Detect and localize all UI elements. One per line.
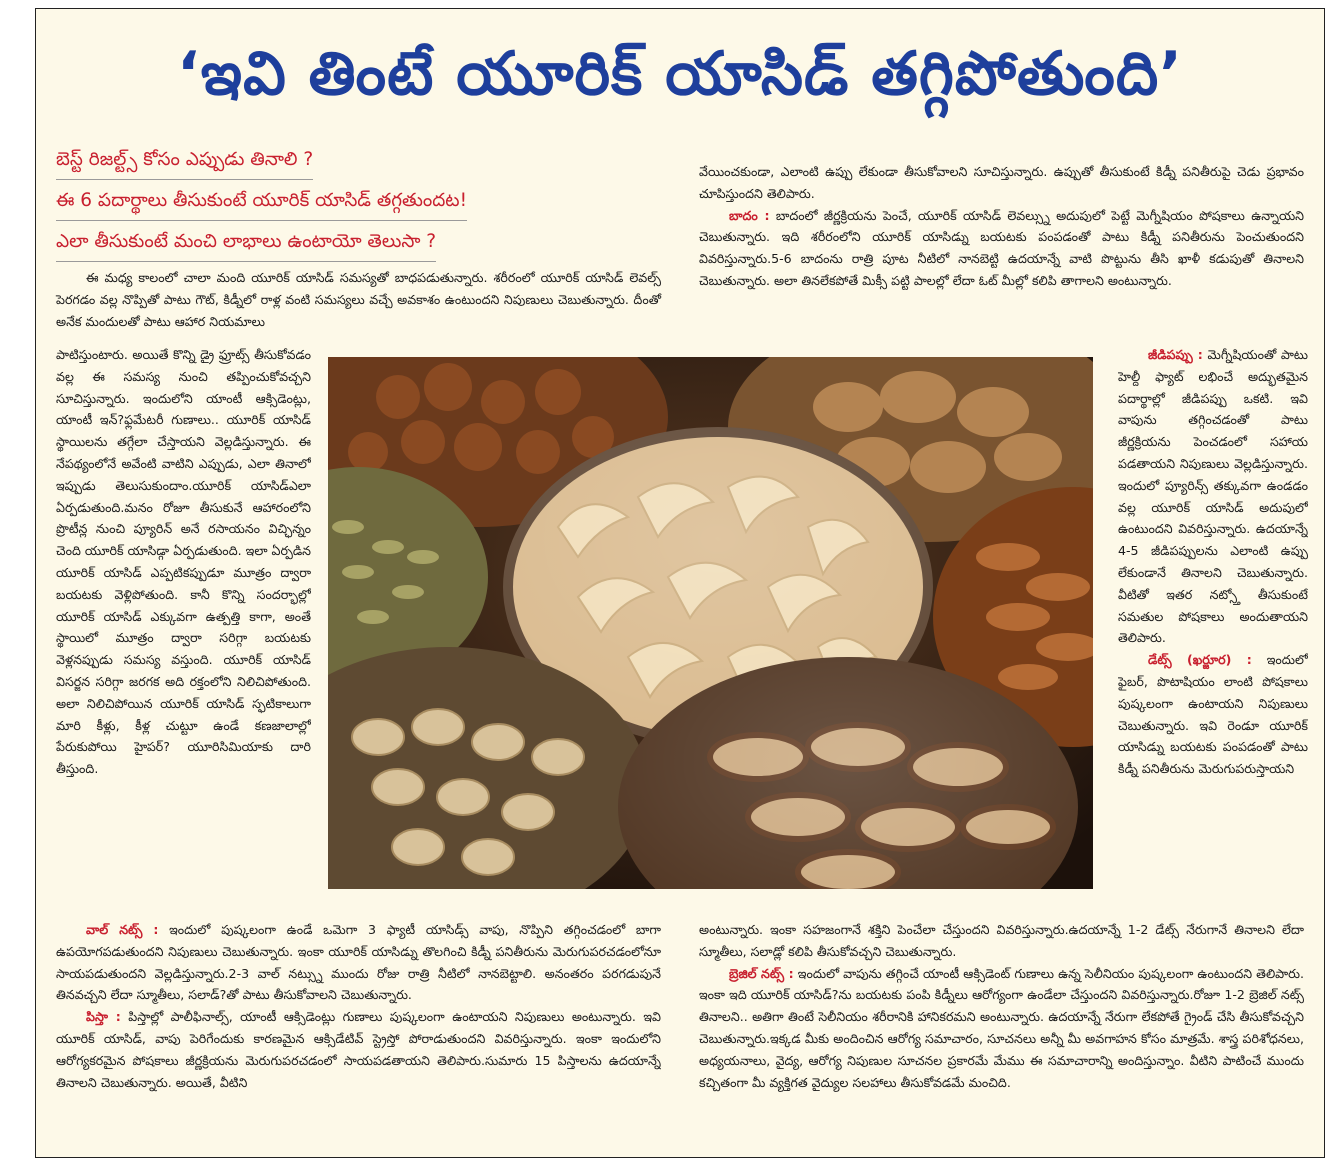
dates-text: ఇందులో ఫైబర్, పొటాషియం లాంటి పోషకాలు పుష్కలంగా ఉంటాయని నిపుణులు చెబుతున్నారు. ఇవి రెండూ యూరిక్ యాసిడ్ను బయటకు పంపడంతో పాటు కిడ్నీ పనితీరును మెరుగుపరుస్తాయని bbox=[1118, 652, 1308, 777]
uric-acid-explanation: పాటిస్తుంటారు. అయితే కొన్ని డ్రై ఫ్రూట్స్ తీసుకోవడం వల్ల ఈ సమస్య నుంచి తప్పించుకోవచ్చని సూచిస్తున్నారు. ఇందులోని యాంటీ ఆక్సిడెంట్లు, యాంటీ ఇన్?ఫ్లమేటరీ గుణాలు.. యూరిక్ యాసిడ్ స్థాయిలను తగ్గేలా చేస్తాయని వెల్లడిస్తున్నారు. ఈ నేపథ్యంలోనే అవేంటి వాటిని ఎప్పుడు, ఎలా తినాలో ఇప్పుడు తెలుసుకుందాం.యూరిక్ యాసిడ్ఎలా ఏర్పడుతుంది.మనం రోజూ తీసుకునే ఆహారంలోని ప్రొటీన్ల నుంచి ప్యూరిన్ అనే రసాయనం విచ్ఛిన్నం చెంది యూరిక్ యాసిడ్గా ఏర్పడుతుంది. ఇలా ఏర్పడిన యూరిక్ యాసిడ్ ఎప్పటికప్పుడూ మూత్రం ద్వారా బయటకు వెళ్లిపోతుంది. కానీ కొన్ని సందర్భాల్లో యూరిక్ యాసిడ్ ఎక్కువగా ఉత్పత్తి కాగా, అంతే స్థాయిలో మూత్రం ద్వారా సరిగ్గా బయటకు వెళ్లనప్పుడు సమస్య వస్తుంది. యూరిక్ యాసిడ్ విసర్జన సరిగ్గా జరగక అది రక్తంలోని నిలిచిపోతుంది. అలా నిలిచిపోయిన యూరిక్ యాసిడ్ స్ఫటికాలుగా మారి కీళ్లు, కీళ్ల చుట్టూ ఉండే కణజాలాల్లో పేరుకుపోయి హైపర్? యూరిసిమియాకు దారి తీస్తుంది. bbox=[56, 347, 311, 777]
dates-heading: డేట్స్ (ఖర్జూర) : bbox=[1148, 652, 1252, 668]
subheading-3: ఎలా తీసుకుంటే మంచి లాభాలు ఉంటాయో తెలుసా ? bbox=[56, 231, 436, 262]
left-narrow-column bbox=[56, 344, 311, 914]
intro-text: ఈ మధ్య కాలంలో చాలా మంది యూరిక్ యాసిడ్ సమస్యతో బాధపడుతున్నారు. శరీరంలో యూరిక్ యాసిడ్ లెవల్స్ పెరగడం వల్ల నొప్పితో పాటు గౌట్, కిడ్నీలో రాళ్ల వంటి సమస్యలు వచ్చే అవకాశం ఉంటుందని నిపుణులు చెబుతున్నారు. దీంతో అనేక మందులతో పాటు ఆహార నియమాలు bbox=[56, 270, 661, 329]
right-top-column bbox=[699, 161, 1304, 347]
dates-continued: అంటున్నారు. ఇంకా సహజంగానే శక్తిని పెంచేలా చేస్తుందని వివరిస్తున్నారు.ఉదయాన్నే 1-2 డేట్స్ నేరుగానే తినాలని లేదా స్మూతీలు, సలాడ్లో కలిపి తీసుకోవచ్చని చెబుతున్నారు. bbox=[699, 922, 1304, 959]
walnut-text: ఇందులో పుష్కలంగా ఉండే ఒమెగా 3 ఫ్యాటీ యాసిడ్స్ వాపు, నొప్పిని తగ్గించడంలో బాగా ఉపయోగపడుతుందని నిపుణులు చెబుతున్నారు. ఇంకా యూరిక్ యాసిడ్ను తొలగించి కిడ్నీ పనితీరును మెరుగుపరచడంలోనూ సాయపడుతుందని వెల్లడిస్తున్నారు.2-3 వాల్ నట్స్ను ముందు రోజు రాత్రి నీటిలో నానబెట్టాలి. అనంతరం పరగడుపునే తినవచ్చని లేదా స్మూతీలు, సలాడ్?తో పాటు తీసుకోవాలని చెబుతున్నారు. bbox=[56, 922, 661, 1003]
right-bottom-column bbox=[699, 919, 1304, 1157]
walnut-heading: వాల్ నట్స్ : bbox=[86, 922, 159, 937]
newspaper-clipping bbox=[35, 8, 1325, 1158]
brazil-text: ఇందులో వాపును తగ్గించే యాంటీ ఆక్సిడెంట్ గుణాలు ఉన్న సెలీనియం పుష్కలంగా ఉంటుందని తెలిపారు. ఇంకా ఇది యూరిక్ యాసిడ్?ను బయటకు పంపి కిడ్నీలు ఆరోగ్యంగా ఉండేలా చేస్తుందని వివరిస్తున్నారు.రోజూ 1-2 బ్రెజిల్ నట్స్ తినాలని.. అతిగా తింటే సెలీనియం శరీరానికి హానికరమని అంటున్నారు. ఉదయాన్నే నేరుగా లేకపోతే గ్రైండ్ చేసి తీసుకోవచ్చని చెబుతున్నారు.ఇక్కడ మీకు అందించిన ఆరోగ్య సమాచారం, సూచనలు అన్నీ మీ అవగాహన కోసం మాత్రమే. శాస్త్ర పరిశోధనలు, అధ్యయనాలు, వైద్య, ఆరోగ్య నిపుణుల సూచనల ప్రకారమే మేము ఈ సమాచారాన్ని అందిస్తున్నాం. వీటిని పాటించే ముందు కచ్చితంగా మీ వ్యక్తిగత వైద్యుల సలహాలు తీసుకోవడమే మంచిది. bbox=[699, 965, 1304, 1090]
headline: ‘ఇవి తింటే యూరిక్ యాసిడ్ తగ్గిపోతుంది’ bbox=[177, 39, 1183, 109]
left-bottom-column bbox=[56, 919, 661, 1157]
brazil-heading: బ్రెజిల్ నట్స్ : bbox=[729, 965, 794, 981]
right-narrow-column bbox=[1118, 344, 1308, 914]
jeedi-heading: జీడిపప్పు : bbox=[1148, 347, 1203, 362]
intro-paragraph bbox=[56, 267, 661, 332]
badam-heading: బాదం : bbox=[729, 207, 770, 223]
badam-text: బాదంలో జీర్ణక్రియను పెంచే, యూరిక్ యాసిడ్ లెవల్స్ను అదుపులో పెట్టే మెగ్నీషియం పోషకాలు ఉన్నాయని చెబుతున్నారు. ఇది శరీరంలోని యూరిక్ యాసిడ్ను బయటకు పంపడంతో పాటు కిడ్నీ పనితీరును పెంచుతుందని వివరిస్తున్నారు.5-6 బాదంను రాత్రి పూట నీటిలో నానబెట్టి ఉదయాన్నే వాటి పొట్టును తీసి ఖాళీ కడుపుతో తినాలని చెబుతున్నారు. అలా తినలేకపోతే మిక్సీ పట్టి పాలల్లో లేదా ఓట్ మీల్లో కలిపి తాగాలని అంటున్నారు. bbox=[699, 207, 1304, 288]
nuts-photo bbox=[328, 357, 1093, 889]
subheading-1: బెస్ట్ రిజల్ట్స్ కోసం ఎప్పుడు తినాలి ? bbox=[56, 149, 313, 180]
pista-text: పిస్తాల్లో పాలీఫినాల్స్, యాంటీ ఆక్సిడెంట్లు గుణాలు పుష్కలంగా ఉంటాయని నిపుణులు అంటున్నారు. ఇవి యూరిక్ యాసిడ్, వాపు పెరిగేందుకు కారణమైన ఆక్సిడేటివ్ స్ట్రెస్తో పోరాడుతుందని వివరిస్తున్నారు. ఇంకా ఇందులోని ఆరోగ్యకరమైన పోషకాలు జీర్ణక్రియను మెరుగుపరచడంలో సాయపడతాయని తెలిపారు.సుమారు 15 పిస్తాలను ఉదయాన్నే తినాలని చెబుతున్నారు. అయితే, వీటిని bbox=[56, 1009, 661, 1090]
pista-heading: పిస్తా : bbox=[86, 1009, 121, 1025]
subheading-2: ఈ 6 పదార్థాలు తీసుకుంటే యూరిక్ యాసిడ్ తగ్గతుందట! bbox=[56, 190, 467, 221]
salt-note: వేయించకుండా, ఎలాంటి ఉప్పు లేకుండా తీసుకోవాలని సూచిస్తున్నారు. ఉప్పుతో తీసుకుంటే కిడ్నీ పనితీరుపై చెడు ప్రభావం చూపిస్తుందని తెలిపారు. bbox=[699, 164, 1304, 201]
nuts-photo-illustration bbox=[328, 357, 1093, 889]
jeedi-text: మెగ్నీషియంతో పాటు హెల్దీ ఫ్యాట్ లభించే అద్భుతమైన పదార్థాల్లో జీడిపప్పు ఒకటి. ఇవి వాపును తగ్గించడంతో పాటు జీర్ణక్రియను పెంచడంలో సహాయ పడతాయని నిపుణులు వెల్లడిస్తున్నారు. ఇందులో ప్యూరిన్స్ తక్కువగా ఉండడం వల్ల యూరిక్ యాసిడ్ అదుపులో ఉంటుందని వివరిస్తున్నారు. ఉదయాన్నే 4-5 జీడిపప్పులను ఎలాంటి ఉప్పు లేకుండానే తినాలని చెబుతున్నారు. వీటితో ఇతర నట్స్తో తీసుకుంటే సమతుల పోషకాలు అందుతాయని తెలిపారు. bbox=[1118, 347, 1308, 646]
